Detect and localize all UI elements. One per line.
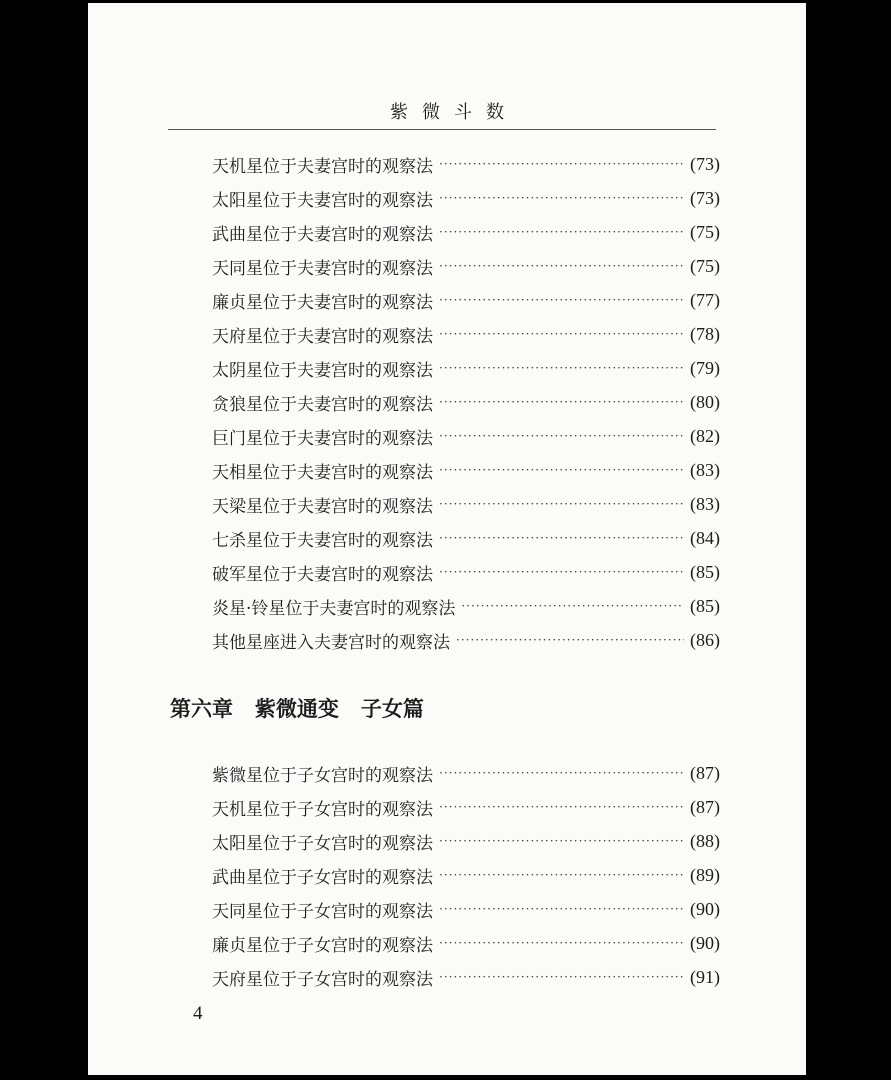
toc-entry (212, 557, 720, 587)
toc-entry (212, 962, 720, 992)
page-number: 4 (193, 1003, 203, 1024)
toc-leader-dots (439, 285, 684, 315)
toc-entry-page: (73) (690, 153, 720, 174)
toc-entry-title: 天同星位于子女宫时的观察法 (212, 901, 433, 922)
toc-entry-title: 天府星位于子女宫时的观察法 (212, 969, 433, 990)
toc-entry-page: (79) (690, 357, 720, 378)
toc-leader-dots (439, 319, 684, 349)
toc-entry-page: (82) (690, 425, 720, 446)
toc-leader-dots (439, 826, 684, 856)
toc-entry (212, 353, 720, 383)
toc-leader-dots (439, 251, 684, 281)
toc-leader-dots (439, 792, 684, 822)
toc-entry-page: (85) (690, 595, 720, 616)
toc-entry-title: 武曲星位于夫妻宫时的观察法 (212, 224, 433, 245)
toc-entry-page: (90) (690, 898, 720, 919)
toc-leader-dots (439, 421, 684, 451)
toc-entry-title: 天同星位于夫妻宫时的观察法 (212, 258, 433, 279)
toc-entry (212, 758, 720, 788)
toc-entry (212, 319, 720, 349)
toc-leader-dots (439, 387, 684, 417)
toc-entry-title: 天梁星位于夫妻宫时的观察法 (212, 496, 433, 517)
toc-entry-title: 天相星位于夫妻宫时的观察法 (212, 462, 433, 483)
toc-entry (212, 149, 720, 179)
toc-entry (212, 387, 720, 417)
toc-entry-title: 天机星位于夫妻宫时的观察法 (212, 156, 433, 177)
toc-entry-page: (80) (690, 391, 720, 412)
toc-leader-dots (456, 625, 684, 655)
toc-leader-dots (439, 183, 684, 213)
toc-leader-dots (461, 591, 684, 621)
toc-entry-page: (87) (690, 796, 720, 817)
toc-entry (212, 217, 720, 247)
toc-leader-dots (439, 928, 684, 958)
toc-entry (212, 860, 720, 890)
toc-entry (212, 826, 720, 856)
toc-leader-dots (439, 489, 684, 519)
toc-entry-page: (77) (690, 289, 720, 310)
toc-entry-page: (89) (690, 864, 720, 885)
running-title: 紫微斗数 (390, 102, 518, 123)
toc-leader-dots (439, 455, 684, 485)
toc-entry-page: (84) (690, 527, 720, 548)
toc-entry-page: (78) (690, 323, 720, 344)
toc-entry-page: (75) (690, 221, 720, 242)
toc-entry-title: 巨门星位于夫妻宫时的观察法 (212, 428, 433, 449)
toc-entry-title: 其他星座进入夫妻宫时的观察法 (212, 632, 450, 653)
toc-entry (212, 421, 720, 451)
toc-entry (212, 928, 720, 958)
toc-entry-page: (86) (690, 629, 720, 650)
toc-entry-title: 紫微星位于子女宫时的观察法 (212, 765, 433, 786)
toc-entry-title: 太阳星位于子女宫时的观察法 (212, 833, 433, 854)
toc-entry-page: (85) (690, 561, 720, 582)
toc-leader-dots (439, 149, 684, 179)
toc-leader-dots (439, 557, 684, 587)
toc-entry (212, 285, 720, 315)
toc-entry-title: 太阴星位于夫妻宫时的观察法 (212, 360, 433, 381)
toc-entry-title: 天机星位于子女宫时的观察法 (212, 799, 433, 820)
toc-leader-dots (439, 353, 684, 383)
toc-leader-dots (439, 894, 684, 924)
toc-entry-title: 武曲星位于子女宫时的观察法 (212, 867, 433, 888)
toc-leader-dots (439, 962, 684, 992)
toc-entry-page: (90) (690, 932, 720, 953)
toc-entry-page: (73) (690, 187, 720, 208)
book-page (88, 3, 806, 1075)
toc-entry-title: 破军星位于夫妻宫时的观察法 (212, 564, 433, 585)
toc-entry (212, 455, 720, 485)
toc-entry (212, 489, 720, 519)
toc-leader-dots (439, 523, 684, 553)
toc-entry-page: (87) (690, 762, 720, 783)
toc-entry-page: (75) (690, 255, 720, 276)
toc-entry-title: 炎星·铃星位于夫妻宫时的观察法 (212, 598, 456, 619)
toc-leader-dots (439, 758, 684, 788)
toc-entry (212, 591, 720, 621)
toc-entry (212, 625, 720, 655)
toc-entry-title: 贪狼星位于夫妻宫时的观察法 (212, 394, 433, 415)
toc-entry-page: (83) (690, 493, 720, 514)
chapter-heading: 第六章 紫微通变 子女篇 (170, 697, 424, 721)
header-rule (168, 129, 716, 130)
toc-entry (212, 183, 720, 213)
toc-entry-page: (91) (690, 966, 720, 987)
toc-leader-dots (439, 217, 684, 247)
toc-leader-dots (439, 860, 684, 890)
toc-entry-title: 廉贞星位于夫妻宫时的观察法 (212, 292, 433, 313)
toc-entry-title: 天府星位于夫妻宫时的观察法 (212, 326, 433, 347)
toc-entry (212, 792, 720, 822)
toc-entry-page: (83) (690, 459, 720, 480)
toc-entry-title: 廉贞星位于子女宫时的观察法 (212, 935, 433, 956)
toc-entry-title: 太阳星位于夫妻宫时的观察法 (212, 190, 433, 211)
toc-entry-page: (88) (690, 830, 720, 851)
toc-entry (212, 523, 720, 553)
toc-entry-title: 七杀星位于夫妻宫时的观察法 (212, 530, 433, 551)
toc-entry (212, 894, 720, 924)
toc-entry (212, 251, 720, 281)
